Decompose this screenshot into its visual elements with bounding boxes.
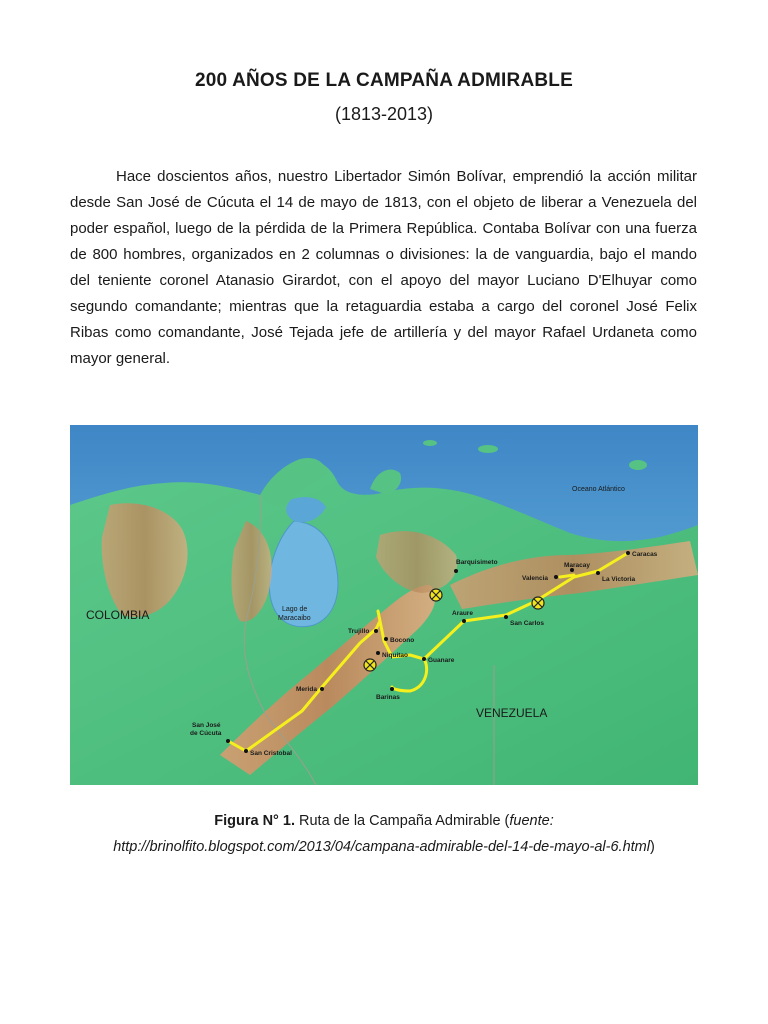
label-bocono: Bocono: [390, 637, 415, 644]
label-ocean: Oceano Atlántico: [572, 486, 625, 493]
label-lake-2: Maracaibo: [278, 615, 311, 622]
figure-caption: [40, 808, 728, 860]
label-guanare: Guanare: [428, 657, 455, 664]
battle-icon: [532, 597, 544, 609]
label-lake-1: Lago de: [282, 606, 308, 613]
city-dot-caracas: [626, 551, 630, 555]
label-colombia: COLOMBIA: [86, 608, 150, 622]
city-dot-trujillo: [374, 629, 378, 633]
caption-source-url[interactable]: http://brinolfito.blogspot.com/2013/04/campana-admirable-del-14-de-mayo-al-6.html: [113, 839, 650, 855]
city-dot-niquitao: [376, 651, 380, 655]
label-barinas: Barinas: [376, 694, 400, 701]
city-dot-valencia: [554, 575, 558, 579]
label-san-jose-2: de Cúcuta: [190, 730, 222, 737]
label-la-victoria: La Victoria: [602, 576, 636, 583]
campaign-route-map: [70, 425, 698, 785]
label-caracas: Caracas: [632, 551, 658, 558]
label-venezuela: VENEZUELA: [476, 706, 548, 720]
island: [629, 460, 647, 470]
island: [423, 440, 437, 446]
city-dot-la-victoria: [596, 571, 600, 575]
city-dot-araure: [462, 619, 466, 623]
caption-label: Figura N° 1.: [214, 813, 295, 829]
battle-icon: [430, 589, 442, 601]
label-trujillo: Trujillo: [348, 628, 370, 635]
label-maracay: Maracay: [564, 562, 591, 569]
label-niquitao: Niquitao: [382, 652, 408, 659]
city-dot-san-jose: [226, 739, 230, 743]
city-dot-merida: [320, 687, 324, 691]
caption-close: ): [649, 839, 655, 855]
label-san-cristobal: San Cristobal: [250, 750, 292, 757]
city-dot-san-carlos: [504, 615, 508, 619]
document-subtitle: (1813-2013): [334, 104, 434, 124]
label-san-jose-1: San José: [192, 722, 221, 729]
island: [478, 445, 498, 453]
caption-text: Ruta de la Campaña Admirable (: [294, 813, 510, 829]
document-title: 200 AÑOS DE LA CAMPAÑA ADMIRABLE: [195, 70, 573, 91]
city-dot-barquisimeto: [454, 569, 458, 573]
caption-source-label: fuente:: [509, 813, 554, 829]
city-dot-guanare: [422, 657, 426, 661]
city-dot-san-cristobal: [244, 749, 248, 753]
label-san-carlos: San Carlos: [510, 620, 544, 627]
label-merida: Merida: [296, 686, 317, 693]
label-barquisimeto: Barquisimeto: [456, 559, 498, 566]
label-araure: Araure: [452, 610, 473, 617]
city-dot-bocono: [384, 637, 388, 641]
intro-paragraph: Hace doscientos años, nuestro Libertador Simón Bolívar, emprendió la acción militar desde San José de Cúcuta el 14 de mayo de 1813, con el objeto de liberar a Venezuela del poder español, luego de la pérdida de la Primera República. Contaba Bolívar con una fuerza de 800 hombres, organizados en 2 columnas o divisiones: la de vanguardia, bajo el mando del teniente coronel Atanasio Girardot, con el apoyo del mayor Luciano D'Elhuyar como segundo comandante; mientras que la retaguardia estaba a cargo del coronel José Felix Ribas como comandante, José Tejada jefe de artillería y del mayor Rafael Urdaneta como mayor general.: [70, 168, 697, 367]
label-valencia: Valencia: [522, 575, 549, 582]
city-dot-barinas: [390, 687, 394, 691]
battle-icon: [364, 659, 376, 671]
